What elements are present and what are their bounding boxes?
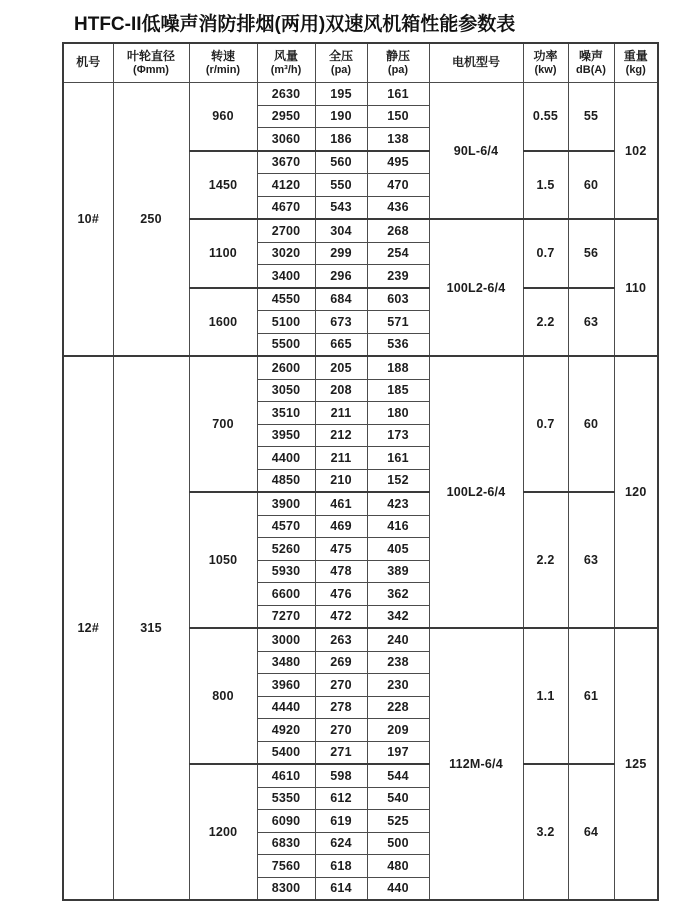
air-volume-cell: 3960 (257, 674, 315, 697)
speed-cell: 960 (189, 83, 257, 151)
static-pressure-cell: 254 (367, 242, 429, 265)
static-pressure-cell: 152 (367, 469, 429, 492)
static-pressure-cell: 525 (367, 810, 429, 833)
noise-cell: 64 (568, 764, 614, 900)
static-pressure-cell: 362 (367, 583, 429, 606)
total-pressure-cell: 624 (315, 832, 367, 855)
speed-cell: 1050 (189, 492, 257, 628)
column-header-8 (568, 43, 614, 83)
air-volume-cell: 3060 (257, 128, 315, 151)
static-pressure-cell: 228 (367, 696, 429, 719)
total-pressure-cell: 472 (315, 605, 367, 628)
air-volume-cell: 3510 (257, 402, 315, 425)
noise-cell: 60 (568, 356, 614, 492)
static-pressure-cell: 138 (367, 128, 429, 151)
static-pressure-cell: 342 (367, 605, 429, 628)
total-pressure-cell: 211 (315, 447, 367, 470)
power-cell: 0.55 (523, 83, 568, 151)
machine-no-cell: 12# (63, 356, 113, 900)
noise-cell: 56 (568, 219, 614, 288)
air-volume-cell: 5500 (257, 333, 315, 356)
total-pressure-cell: 665 (315, 333, 367, 356)
air-volume-cell: 3670 (257, 151, 315, 174)
total-pressure-cell: 543 (315, 196, 367, 219)
speed-cell: 800 (189, 628, 257, 764)
static-pressure-cell: 185 (367, 379, 429, 402)
air-volume-cell: 4570 (257, 515, 315, 538)
total-pressure-cell: 550 (315, 174, 367, 197)
column-header-title: 转速 (210, 48, 235, 63)
air-volume-cell: 4120 (257, 174, 315, 197)
total-pressure-cell: 304 (315, 219, 367, 242)
weight-cell: 110 (614, 219, 658, 356)
static-pressure-cell: 389 (367, 560, 429, 583)
noise-cell: 61 (568, 628, 614, 764)
noise-cell: 60 (568, 151, 614, 220)
column-header-unit: (pa) (387, 63, 409, 76)
static-pressure-cell: 239 (367, 265, 429, 288)
static-pressure-cell: 500 (367, 832, 429, 855)
static-pressure-cell: 470 (367, 174, 429, 197)
page-title: HTFC-II低噪声消防排烟(两用)双速风机箱性能参数表 (74, 14, 516, 35)
static-pressure-cell: 150 (367, 105, 429, 128)
power-cell: 1.1 (523, 628, 568, 764)
column-header-7 (523, 43, 568, 83)
column-header-unit: (r/min) (205, 63, 241, 76)
weight-cell: 120 (614, 356, 658, 628)
air-volume-cell: 4670 (257, 196, 315, 219)
air-volume-cell: 5260 (257, 538, 315, 561)
air-volume-cell: 3050 (257, 379, 315, 402)
impeller-diameter-cell: 315 (113, 356, 189, 900)
spec-table (62, 42, 659, 901)
total-pressure-cell: 560 (315, 151, 367, 174)
column-header-unit: (Φmm) (133, 63, 169, 76)
static-pressure-cell: 436 (367, 196, 429, 219)
air-volume-cell: 3020 (257, 242, 315, 265)
total-pressure-cell: 212 (315, 424, 367, 447)
total-pressure-cell: 614 (315, 877, 367, 900)
total-pressure-cell: 278 (315, 696, 367, 719)
total-pressure-cell: 270 (315, 674, 367, 697)
column-header-title: 电机型号 (451, 55, 500, 70)
weight-cell: 125 (614, 628, 658, 900)
total-pressure-cell: 684 (315, 288, 367, 311)
total-pressure-cell: 211 (315, 402, 367, 425)
static-pressure-cell: 161 (367, 83, 429, 106)
total-pressure-cell: 469 (315, 515, 367, 538)
static-pressure-cell: 540 (367, 787, 429, 810)
air-volume-cell: 5100 (257, 311, 315, 334)
column-header-unit: (pa) (330, 63, 352, 76)
static-pressure-cell: 405 (367, 538, 429, 561)
column-header-unit: (kw) (534, 63, 557, 76)
column-header-title: 叶轮直径 (126, 48, 175, 63)
column-header-title: 功率 (533, 48, 558, 63)
total-pressure-cell: 195 (315, 83, 367, 106)
weight-cell: 102 (614, 83, 658, 220)
column-header-unit: dB(A) (576, 63, 606, 76)
air-volume-cell: 3000 (257, 628, 315, 651)
air-volume-cell: 6830 (257, 832, 315, 855)
column-header-3 (257, 43, 315, 83)
speed-cell: 1600 (189, 288, 257, 357)
column-header-title: 重量 (623, 48, 648, 63)
total-pressure-cell: 478 (315, 560, 367, 583)
air-volume-cell: 3950 (257, 424, 315, 447)
total-pressure-cell: 299 (315, 242, 367, 265)
air-volume-cell: 4610 (257, 764, 315, 787)
total-pressure-cell: 296 (315, 265, 367, 288)
total-pressure-cell: 476 (315, 583, 367, 606)
motor-model-cell: 100L2-6/4 (429, 219, 523, 356)
column-header-unit: (kg) (625, 63, 646, 76)
table-body (63, 83, 658, 901)
total-pressure-cell: 208 (315, 379, 367, 402)
column-header-title: 全压 (328, 48, 353, 63)
total-pressure-cell: 186 (315, 128, 367, 151)
air-volume-cell: 4850 (257, 469, 315, 492)
power-cell: 2.2 (523, 492, 568, 628)
motor-model-cell: 90L-6/4 (429, 83, 523, 220)
total-pressure-cell: 270 (315, 719, 367, 742)
air-volume-cell: 5400 (257, 741, 315, 764)
noise-cell: 55 (568, 83, 614, 151)
column-header-title: 噪声 (578, 48, 603, 63)
static-pressure-cell: 188 (367, 356, 429, 379)
air-volume-cell: 3400 (257, 265, 315, 288)
static-pressure-cell: 238 (367, 651, 429, 674)
column-header-title: 风量 (273, 48, 298, 63)
total-pressure-cell: 190 (315, 105, 367, 128)
air-volume-cell: 5930 (257, 560, 315, 583)
static-pressure-cell: 197 (367, 741, 429, 764)
static-pressure-cell: 230 (367, 674, 429, 697)
static-pressure-cell: 180 (367, 402, 429, 425)
air-volume-cell: 7560 (257, 855, 315, 878)
air-volume-cell: 4440 (257, 696, 315, 719)
static-pressure-cell: 480 (367, 855, 429, 878)
air-volume-cell: 8300 (257, 877, 315, 900)
air-volume-cell: 2700 (257, 219, 315, 242)
power-cell: 2.2 (523, 288, 568, 357)
air-volume-cell: 7270 (257, 605, 315, 628)
total-pressure-cell: 263 (315, 628, 367, 651)
column-header-1 (113, 43, 189, 83)
total-pressure-cell: 271 (315, 741, 367, 764)
motor-model-cell: 100L2-6/4 (429, 356, 523, 628)
total-pressure-cell: 210 (315, 469, 367, 492)
air-volume-cell: 6600 (257, 583, 315, 606)
speed-cell: 1100 (189, 219, 257, 288)
total-pressure-cell: 598 (315, 764, 367, 787)
machine-no-cell: 10# (63, 83, 113, 357)
static-pressure-cell: 440 (367, 877, 429, 900)
static-pressure-cell: 173 (367, 424, 429, 447)
static-pressure-cell: 423 (367, 492, 429, 515)
total-pressure-cell: 269 (315, 651, 367, 674)
column-header-0 (63, 43, 113, 83)
static-pressure-cell: 544 (367, 764, 429, 787)
noise-cell: 63 (568, 288, 614, 357)
static-pressure-cell: 495 (367, 151, 429, 174)
static-pressure-cell: 536 (367, 333, 429, 356)
air-volume-cell: 5350 (257, 787, 315, 810)
column-header-unit: (m³/h) (270, 63, 302, 76)
static-pressure-cell: 571 (367, 311, 429, 334)
total-pressure-cell: 475 (315, 538, 367, 561)
column-header-4 (315, 43, 367, 83)
total-pressure-cell: 673 (315, 311, 367, 334)
air-volume-cell: 4550 (257, 288, 315, 311)
column-header-title: 静压 (385, 48, 410, 63)
column-header-5 (367, 43, 429, 83)
power-cell: 1.5 (523, 151, 568, 220)
total-pressure-cell: 461 (315, 492, 367, 515)
motor-model-cell: 112M-6/4 (429, 628, 523, 900)
column-header-title: 机号 (76, 55, 101, 70)
speed-cell: 700 (189, 356, 257, 492)
air-volume-cell: 2630 (257, 83, 315, 106)
air-volume-cell: 4920 (257, 719, 315, 742)
table-row (63, 356, 658, 379)
static-pressure-cell: 161 (367, 447, 429, 470)
air-volume-cell: 4400 (257, 447, 315, 470)
noise-cell: 63 (568, 492, 614, 628)
total-pressure-cell: 205 (315, 356, 367, 379)
static-pressure-cell: 240 (367, 628, 429, 651)
air-volume-cell: 2600 (257, 356, 315, 379)
static-pressure-cell: 416 (367, 515, 429, 538)
power-cell: 0.7 (523, 219, 568, 288)
table-header (63, 43, 658, 83)
power-cell: 0.7 (523, 356, 568, 492)
air-volume-cell: 3480 (257, 651, 315, 674)
air-volume-cell: 2950 (257, 105, 315, 128)
air-volume-cell: 6090 (257, 810, 315, 833)
column-header-2 (189, 43, 257, 83)
table-row (63, 83, 658, 106)
column-header-9 (614, 43, 658, 83)
header-row (63, 43, 658, 83)
column-header-6 (429, 43, 523, 83)
static-pressure-cell: 209 (367, 719, 429, 742)
air-volume-cell: 3900 (257, 492, 315, 515)
power-cell: 3.2 (523, 764, 568, 900)
static-pressure-cell: 603 (367, 288, 429, 311)
speed-cell: 1200 (189, 764, 257, 900)
total-pressure-cell: 619 (315, 810, 367, 833)
total-pressure-cell: 618 (315, 855, 367, 878)
static-pressure-cell: 268 (367, 219, 429, 242)
impeller-diameter-cell: 250 (113, 83, 189, 357)
speed-cell: 1450 (189, 151, 257, 220)
total-pressure-cell: 612 (315, 787, 367, 810)
